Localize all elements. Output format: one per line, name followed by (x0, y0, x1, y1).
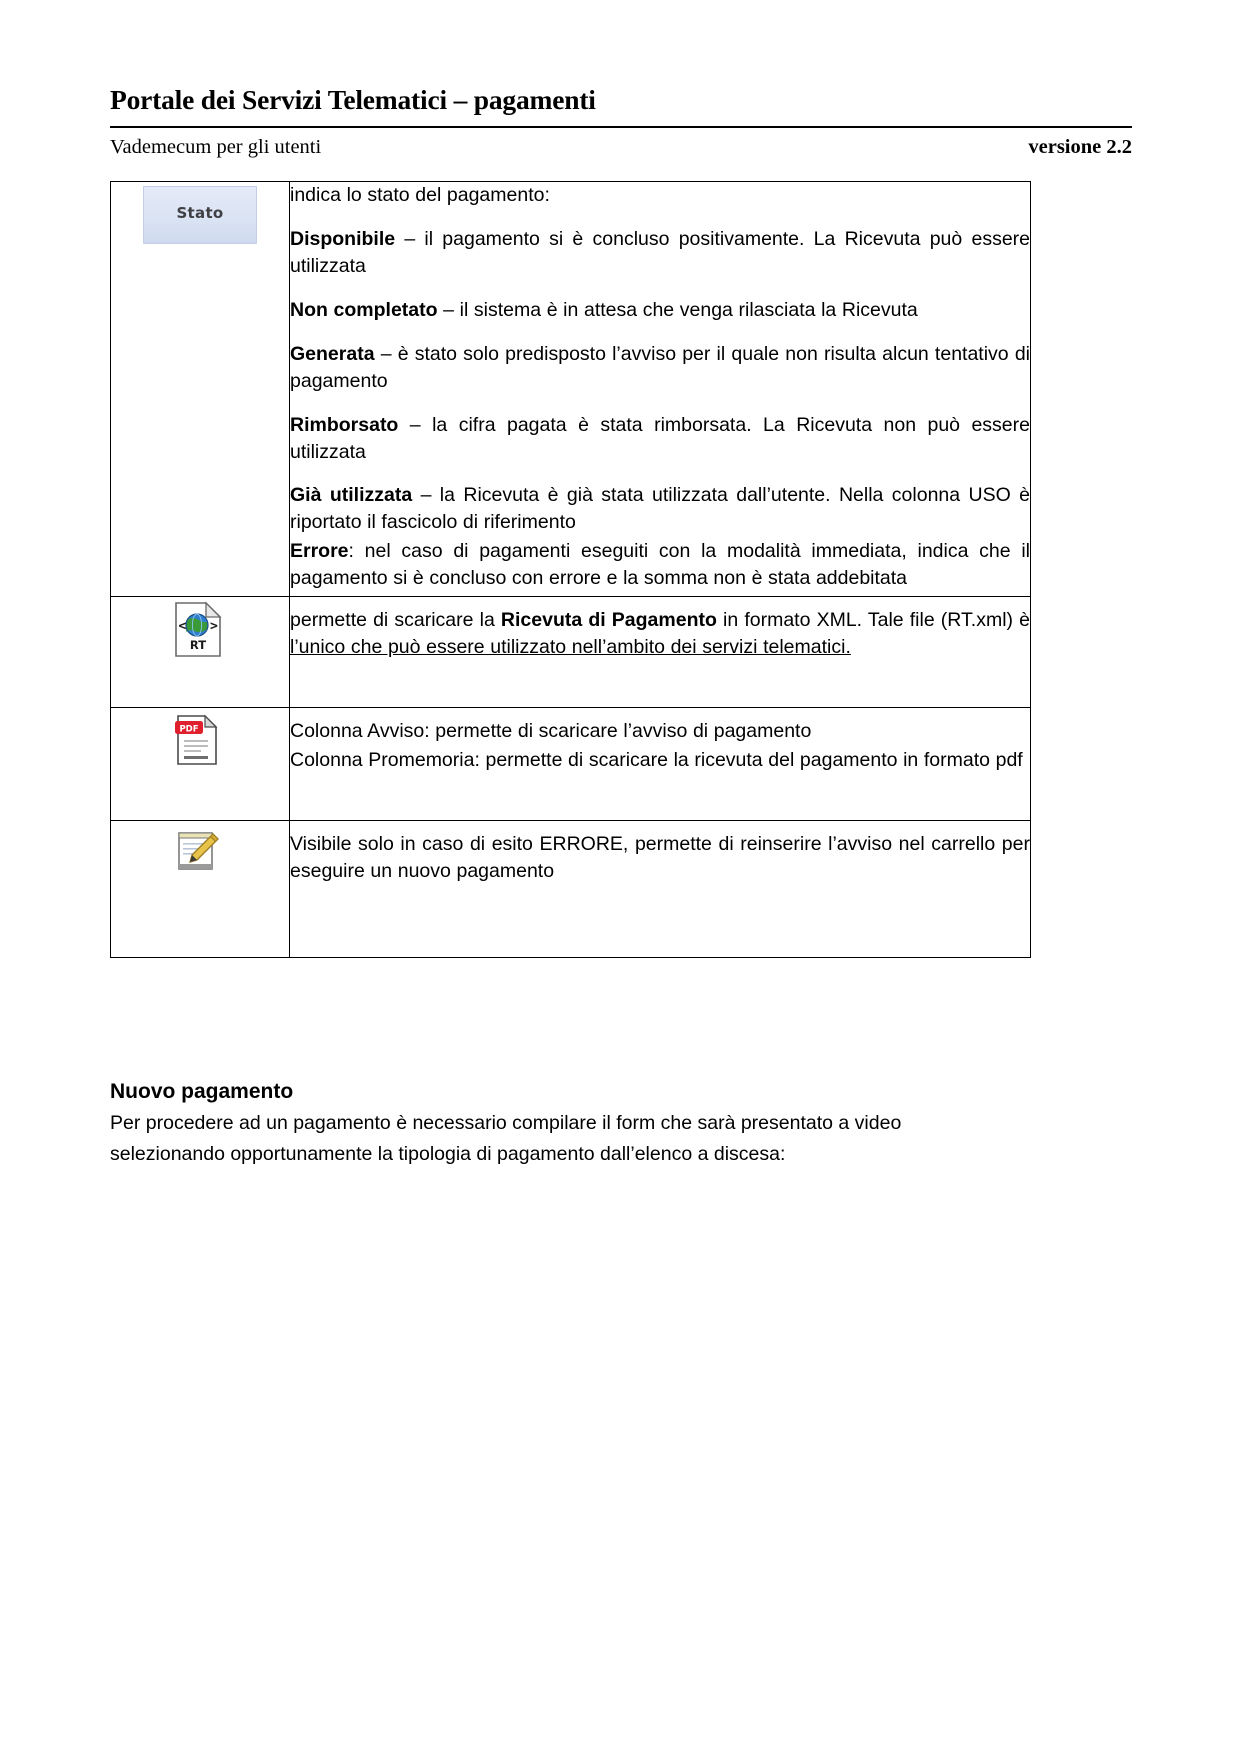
edit-description: Visibile solo in caso di esito ERRORE, permette di reinserire l’avviso nel carrello per eseguire un nuovo pagamento (290, 832, 1030, 882)
rt-description (290, 607, 1030, 661)
svg-text:>: > (210, 619, 218, 635)
rt-xml-receipt-icon[interactable] (172, 601, 228, 661)
status-term: Non completato (290, 298, 438, 321)
status-generata (290, 341, 1030, 395)
pdf-document-icon[interactable] (172, 712, 228, 772)
icon-cell (111, 182, 290, 597)
pdf-line-promemoria: Colonna Promemoria: permette di scaricare la ricevuta del pagamento in formato pdf (290, 748, 1023, 771)
section-paragraph-2: selezionando opportunamente la tipologia di pagamento dall’elenco a discesa: (110, 1143, 786, 1166)
rt-bold-term: Ricevuta di Pagamento (500, 609, 717, 632)
status-text: – il sistema è in attesa che venga rilasciata la Ricevuta (437, 298, 918, 321)
section-heading: Nuovo pagamento (110, 1079, 294, 1103)
header-subtitle: Vademecum per gli utenti (110, 135, 322, 158)
description-cell (290, 707, 1031, 820)
page-title: Portale dei Servizi Telematici – pagamenti (110, 84, 596, 115)
section-paragraph-1: Per procedere ad un pagamento è necessario compilare il form che sarà presentato a video (110, 1111, 902, 1134)
status-term: Rimborsato (290, 413, 399, 436)
header-version: versione 2.2 (1028, 135, 1132, 158)
header-subtitle-row (110, 135, 1132, 160)
header-divider (110, 126, 1132, 128)
edit-note-pencil-icon[interactable] (172, 825, 228, 885)
status-text: – il pagamento si è concluso positivamente. La Ricevuta può essere utilizzata (290, 228, 1030, 278)
icon-cell (111, 820, 290, 957)
legend-table (110, 181, 1031, 957)
rt-underlined-text: l’unico che può essere utilizzato nell’ambito dei servizi telematici. (290, 636, 851, 658)
status-term: Generata (290, 342, 375, 365)
table-row (111, 182, 1031, 597)
pdf-line-avviso: Colonna Avviso: permette di scaricare l’avviso di pagamento (290, 719, 812, 742)
status-intro: indica lo stato del pagamento: (290, 184, 550, 207)
rt-mid: in formato XML. Tale file (RT.xml) è (716, 609, 1030, 632)
status-text: – è stato solo predisposto l’avviso per il quale non risulta alcun tentativo di pagamento (290, 342, 1030, 392)
svg-text:RT: RT (189, 638, 207, 653)
status-term: Errore (290, 540, 349, 563)
status-term: Disponibile (290, 228, 396, 251)
svg-text:<: < (178, 619, 187, 635)
section-body (110, 1109, 1132, 1169)
status-disponibile (290, 226, 1030, 280)
status-non-completato (290, 297, 1030, 324)
document-header (110, 84, 1132, 159)
svg-text:PDF: PDF (179, 724, 199, 735)
nuovo-pagamento-section (110, 1078, 1132, 1169)
stato-column-header-chip (143, 186, 257, 244)
table-row (111, 707, 1031, 820)
status-term: Già utilizzata (290, 484, 413, 507)
description-cell (290, 182, 1031, 597)
rt-lead: permette di scaricare la (290, 609, 501, 632)
description-cell (290, 820, 1031, 957)
status-text: : nel caso di pagamenti eseguiti con la modalità immediata, indica che il pagamento si è concluso con errore e la somma non è stata addebitata (290, 540, 1030, 590)
icon-cell (111, 597, 290, 708)
status-rimborsato (290, 412, 1030, 466)
description-cell (290, 597, 1031, 708)
status-text: – la Ricevuta è già stata utilizzata dall’utente. Nella colonna USO è riportato il fascicolo di riferimento (290, 484, 1030, 534)
icon-cell (111, 707, 290, 820)
table-row (111, 597, 1031, 708)
status-gia-utilizzata (290, 482, 1030, 536)
status-text: – la cifra pagata è stata rimborsata. La Ricevuta non può essere utilizzata (290, 413, 1030, 463)
stato-chip-label: Stato (176, 204, 224, 223)
table-row (111, 820, 1031, 957)
status-errore (290, 538, 1030, 592)
